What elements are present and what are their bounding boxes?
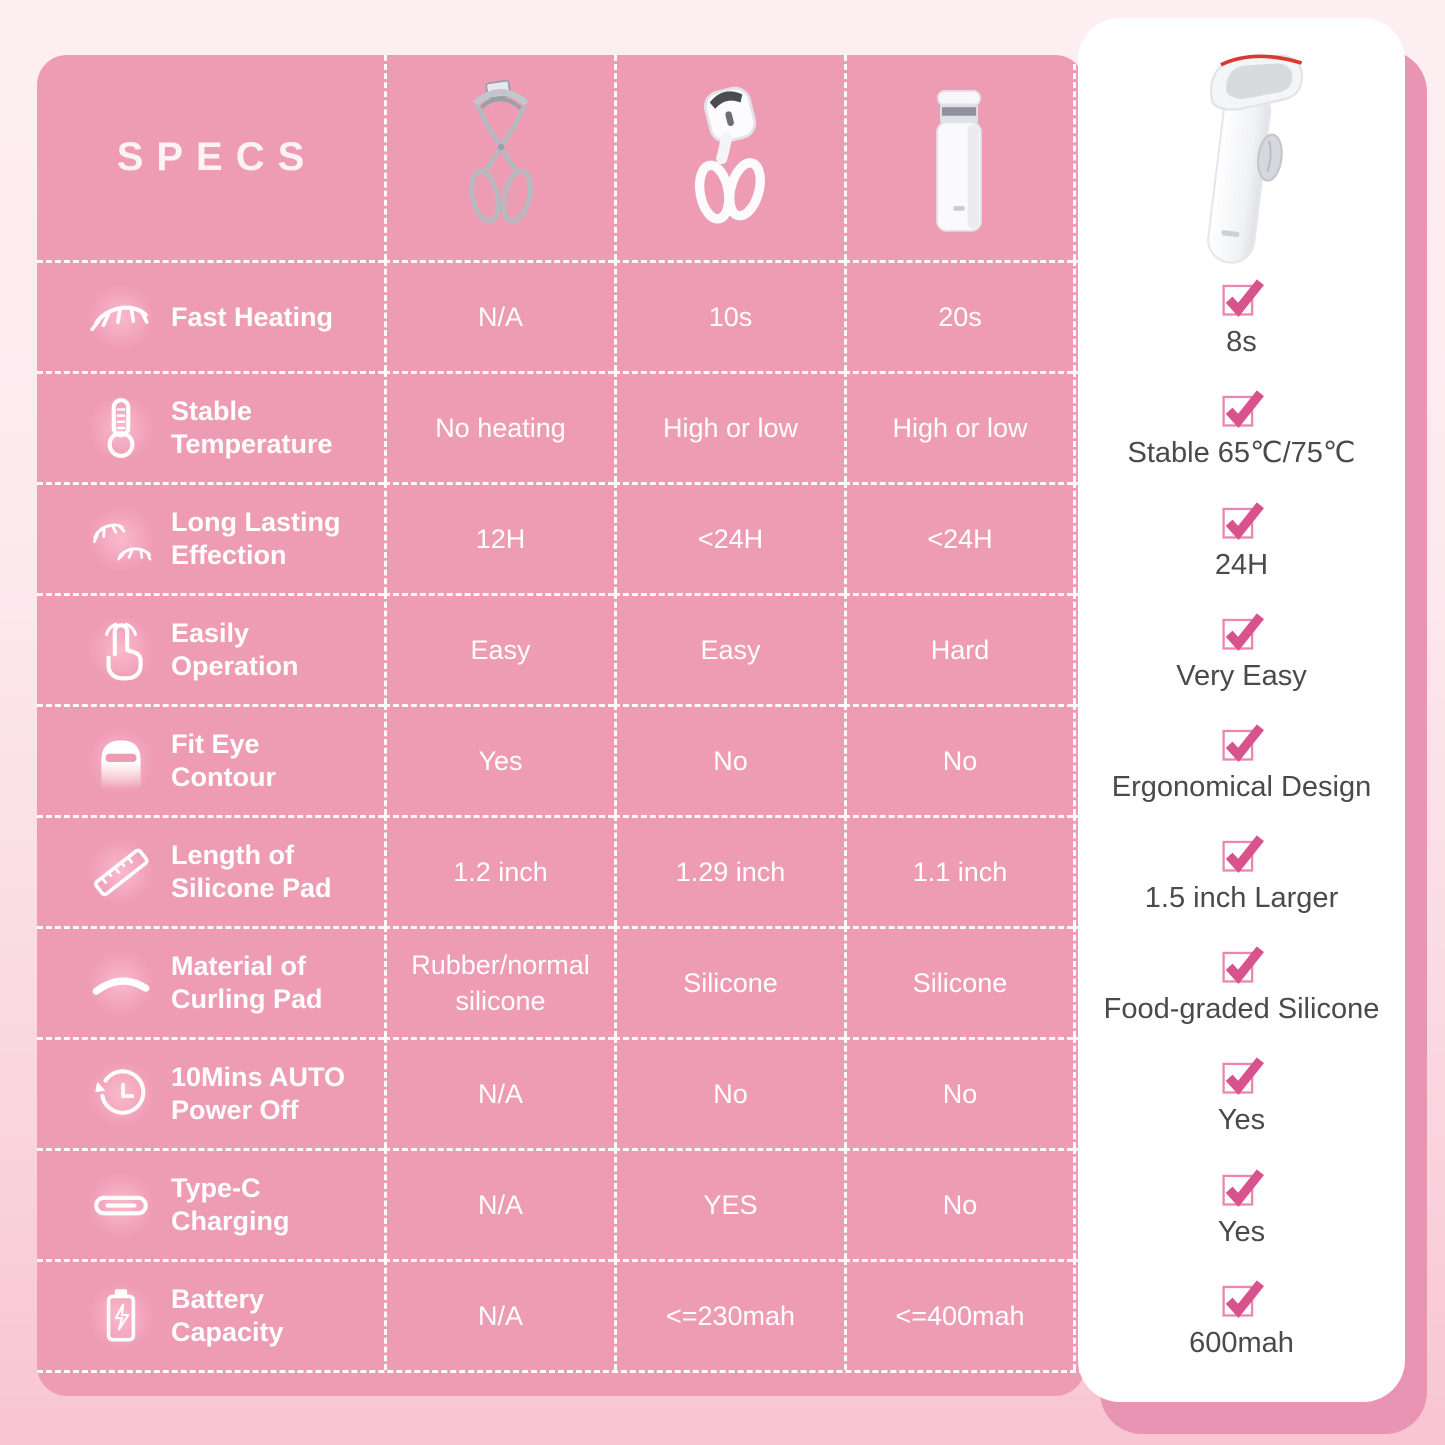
battery-icon	[85, 1280, 157, 1352]
row-6-competitor-2-value: 1.29 inch	[614, 815, 844, 926]
row-3-competitor-2-value: <24H	[614, 482, 844, 593]
row-5-label-cell	[37, 704, 384, 815]
row-2-label-cell	[37, 371, 384, 482]
row-1-label-cell	[37, 260, 384, 371]
row-1-competitor-2-value: 10s	[614, 260, 844, 371]
row-2-competitor-2-value: High or low	[614, 371, 844, 482]
row-label-line1: 10Mins AUTO	[171, 1062, 346, 1093]
ruler-icon	[85, 836, 157, 908]
row-label-line2: Power Off	[171, 1095, 299, 1125]
row-4-label-cell	[37, 593, 384, 704]
row-3-label-cell	[37, 482, 384, 593]
feature-item-text: Yes	[1217, 1104, 1266, 1137]
row-label-line1: Battery	[171, 1284, 265, 1315]
feature-item-1	[1078, 261, 1405, 372]
row-label-line2: Charging	[171, 1206, 290, 1236]
feature-item-text: Stable 65℃/75℃	[1127, 437, 1356, 470]
feature-item-7	[1078, 928, 1405, 1039]
double-eyelash-icon	[85, 503, 157, 575]
row-6-competitor-1-value: 1.2 inch	[384, 815, 614, 926]
row-9-competitor-1-value: N/A	[384, 1148, 614, 1259]
row-8-label-cell	[37, 1037, 384, 1148]
auto-off-clock-icon	[85, 1058, 157, 1130]
row-1-competitor-1-value: N/A	[384, 260, 614, 371]
feature-item-text: 600mah	[1189, 1326, 1294, 1359]
feature-item-2	[1078, 372, 1405, 483]
feature-item-3	[1078, 483, 1405, 594]
feature-item-text: Food-graded Silicone	[1103, 993, 1380, 1026]
feature-item-5	[1078, 706, 1405, 817]
featured-product-card	[1078, 18, 1405, 1402]
row-8-competitor-3-value: No	[844, 1037, 1073, 1148]
row-label-line2: Silicone Pad	[171, 873, 332, 903]
type-c-icon	[85, 1169, 157, 1241]
row-5-competitor-3-value: No	[844, 704, 1073, 815]
row-6-label-cell	[37, 815, 384, 926]
row-2-competitor-3-value: High or low	[844, 371, 1073, 482]
checkbox-check-icon	[1219, 608, 1265, 659]
eyelash-icon	[85, 281, 157, 353]
checkbox-check-icon	[1219, 1164, 1265, 1215]
feature-item-text: 24H	[1214, 548, 1269, 581]
feature-item-4	[1078, 595, 1405, 706]
row-label-line1: Fast Heating	[171, 301, 334, 332]
row-label-line1: Stable	[171, 396, 253, 427]
row-3-competitor-3-value: <24H	[844, 482, 1073, 593]
row-9-competitor-3-value: No	[844, 1148, 1073, 1259]
checkbox-check-icon	[1219, 830, 1265, 881]
thermometer-icon	[85, 392, 157, 464]
feature-item-text: 8s	[1226, 326, 1257, 359]
row-label-line1: Length of	[171, 840, 294, 871]
row-7-competitor-1-value: Rubber/normal silicone	[384, 926, 614, 1037]
feature-item-text: Very Easy	[1176, 659, 1307, 692]
row-label-line1: Type-C	[171, 1173, 261, 1204]
touch-icon	[85, 614, 157, 686]
compact-heated-curler-image	[922, 74, 998, 242]
checkbox-check-icon	[1219, 1275, 1265, 1326]
row-10-label-cell	[37, 1259, 384, 1370]
row-7-label-cell	[37, 926, 384, 1037]
eye-pad-icon	[85, 725, 157, 797]
row-label-line2: Effection	[171, 540, 287, 570]
row-label-line1: Fit Eye	[171, 729, 260, 760]
curling-pad-icon	[85, 947, 157, 1019]
row-9-competitor-2-value: YES	[614, 1148, 844, 1259]
competitor-2-header-cell	[614, 55, 844, 260]
row-9-label-cell	[37, 1148, 384, 1259]
specs-grid	[37, 55, 1085, 1373]
manual-eyelash-curler-image	[449, 74, 553, 242]
checkbox-check-icon	[1219, 1052, 1265, 1103]
row-label-line1: Easily	[171, 618, 250, 649]
row-5-competitor-1-value: Yes	[384, 704, 614, 815]
row-label-line1: Material of	[171, 951, 307, 982]
specs-title: SPECS	[116, 135, 318, 179]
row-8-competitor-2-value: No	[614, 1037, 844, 1148]
featured-heated-curler-image	[1137, 26, 1347, 283]
row-label-line1: Long Lasting	[171, 507, 341, 538]
specs-title-cell	[37, 55, 384, 260]
row-label-line2: Capacity	[171, 1317, 284, 1347]
feature-item-10	[1078, 1262, 1405, 1373]
row-7-competitor-3-value: Silicone	[844, 926, 1073, 1037]
row-label-line2: Operation	[171, 651, 299, 681]
specs-table-panel	[37, 55, 1085, 1396]
feature-item-text: 1.5 inch Larger	[1144, 882, 1339, 915]
feature-item-text: Yes	[1217, 1215, 1266, 1248]
feature-item-6	[1078, 817, 1405, 928]
feature-item-9	[1078, 1151, 1405, 1262]
row-label-line2: Contour	[171, 762, 276, 792]
checkbox-check-icon	[1219, 497, 1265, 548]
row-5-competitor-2-value: No	[614, 704, 844, 815]
row-8-competitor-1-value: N/A	[384, 1037, 614, 1148]
row-3-competitor-1-value: 12H	[384, 482, 614, 593]
row-4-competitor-2-value: Easy	[614, 593, 844, 704]
row-label-line2: Curling Pad	[171, 984, 323, 1014]
row-10-competitor-2-value: <=230mah	[614, 1259, 844, 1370]
row-label-line2: Temperature	[171, 429, 333, 459]
row-4-competitor-1-value: Easy	[384, 593, 614, 704]
checkbox-check-icon	[1219, 719, 1265, 770]
row-10-competitor-3-value: <=400mah	[844, 1259, 1073, 1370]
feature-item-text: Ergonomical Design	[1111, 770, 1372, 803]
checkbox-check-icon	[1219, 274, 1265, 325]
row-4-competitor-3-value: Hard	[844, 593, 1073, 704]
checkbox-check-icon	[1219, 385, 1265, 436]
competitor-3-header-cell	[844, 55, 1073, 260]
feature-checklist	[1078, 261, 1405, 1373]
competitor-1-header-cell	[384, 55, 614, 260]
row-7-competitor-2-value: Silicone	[614, 926, 844, 1037]
row-6-competitor-3-value: 1.1 inch	[844, 815, 1073, 926]
row-10-competitor-1-value: N/A	[384, 1259, 614, 1370]
heated-wand-curler-image	[675, 74, 787, 242]
row-1-competitor-3-value: 20s	[844, 260, 1073, 371]
feature-item-8	[1078, 1039, 1405, 1150]
checkbox-check-icon	[1219, 941, 1265, 992]
row-2-competitor-1-value: No heating	[384, 371, 614, 482]
